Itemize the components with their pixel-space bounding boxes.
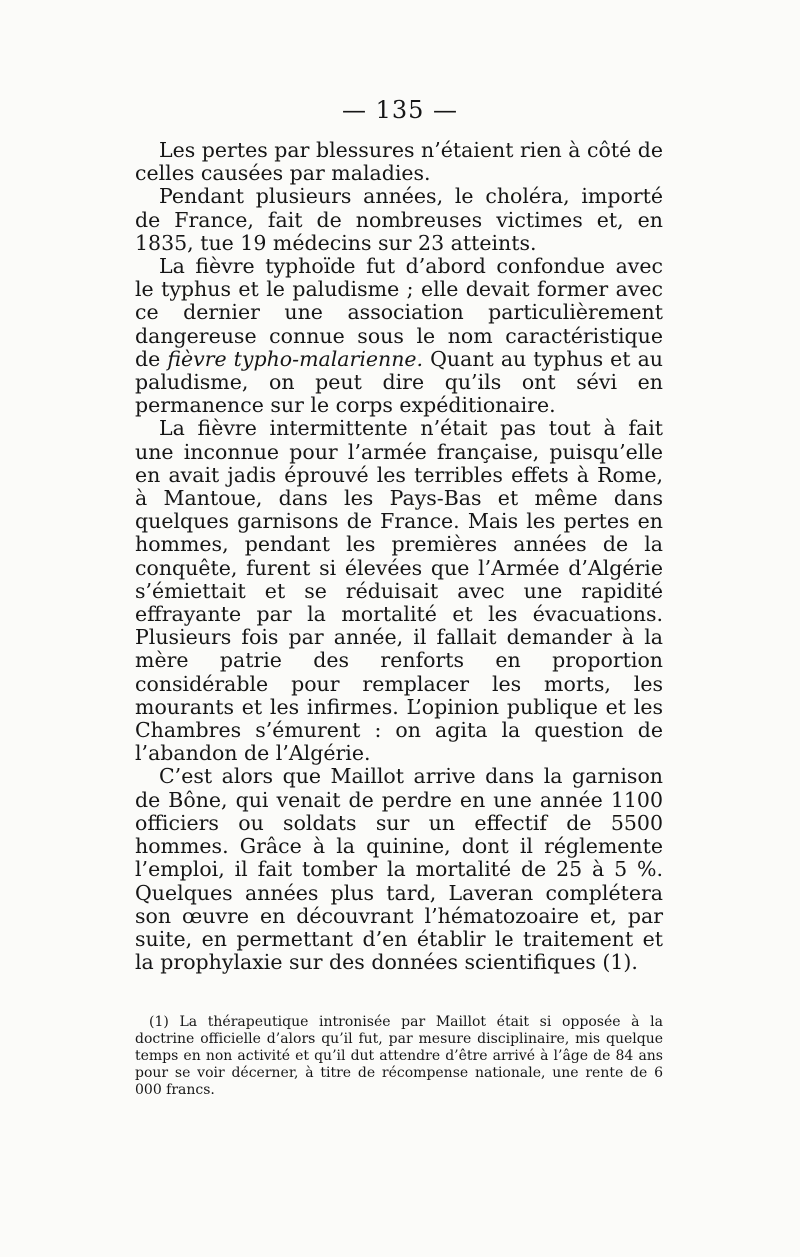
paragraph-3	[135, 255, 663, 417]
paragraph-3-lead: La fièvre typhoïde fut d’abord confondue avec le typhus et le paludisme ; elle devait former avec ce dernier une association particulièrement dangereuse connue sous le nom caractéristique de	[135, 254, 663, 371]
paragraph-3-italic-term: fièvre typho-malarienne.	[167, 346, 424, 371]
paragraph-3-tail: Quant au typhus et au paludisme, on peut dire qu’ils ont sévi en permanence sur le corps expéditionaire.	[135, 346, 663, 418]
footnote: (1) La thérapeutique intronisée par Maillot était si opposée à la doctrine officielle d’alors qu’il fut, par mesure disciplinaire, mis quelque temps en non activité et qu’il dut attendre d’être arrivé à l’âge de 84 ans pour se voir décerner, à titre de récompense nationale, une rente de 6 000 francs.	[135, 1014, 663, 1098]
paragraph-4: La fièvre intermittente n’était pas tout à fait une inconnue pour l’armée française, puisqu’elle en avait jadis éprouvé les terribles effets à Rome, à Mantoue, dans les Pays-Bas et même dans quelques garnisons de France. Mais les pertes en hommes, pendant les premières années de la conquête, furent si élevées que l’Armée d’Algérie s’émiettait et se réduisait avec une rapidité effrayante par la mortalité et les évacuations. Plusieurs fois par année, il fallait demander à la mère patrie des renforts en proportion considérable pour remplacer les morts, les mourants et les infirmes. L’opinion publique et les Chambres s’émurent : on agita la question de l’abandon de l’Algérie.	[135, 416, 663, 766]
paragraph-5: C’est alors que Maillot arrive dans la garnison de Bône, qui venait de perdre en une année 1100 officiers ou soldats sur un effectif de 5500 hommes. Grâce à la quinine, dont il réglemente l’emploi, il fait tomber la mortalité de 25 à 5 %. Quelques années plus tard, Laveran complétera son œuvre en découvrant l’hématozoaire et, par suite, en permettant d’en établir le traitement et la prophylaxie sur des données scientifiques (1).	[135, 764, 663, 975]
paragraph-1: Les pertes par blessures n’étaient rien à côté de celles causées par maladies.	[135, 138, 663, 186]
page-number-header: — 135 —	[341, 96, 459, 124]
paragraph-2: Pendant plusieurs années, le choléra, importé de France, fait de nombreuses victimes et, en 1835, tue 19 médecins sur 23 atteints.	[135, 184, 663, 255]
main-text	[135, 139, 663, 974]
